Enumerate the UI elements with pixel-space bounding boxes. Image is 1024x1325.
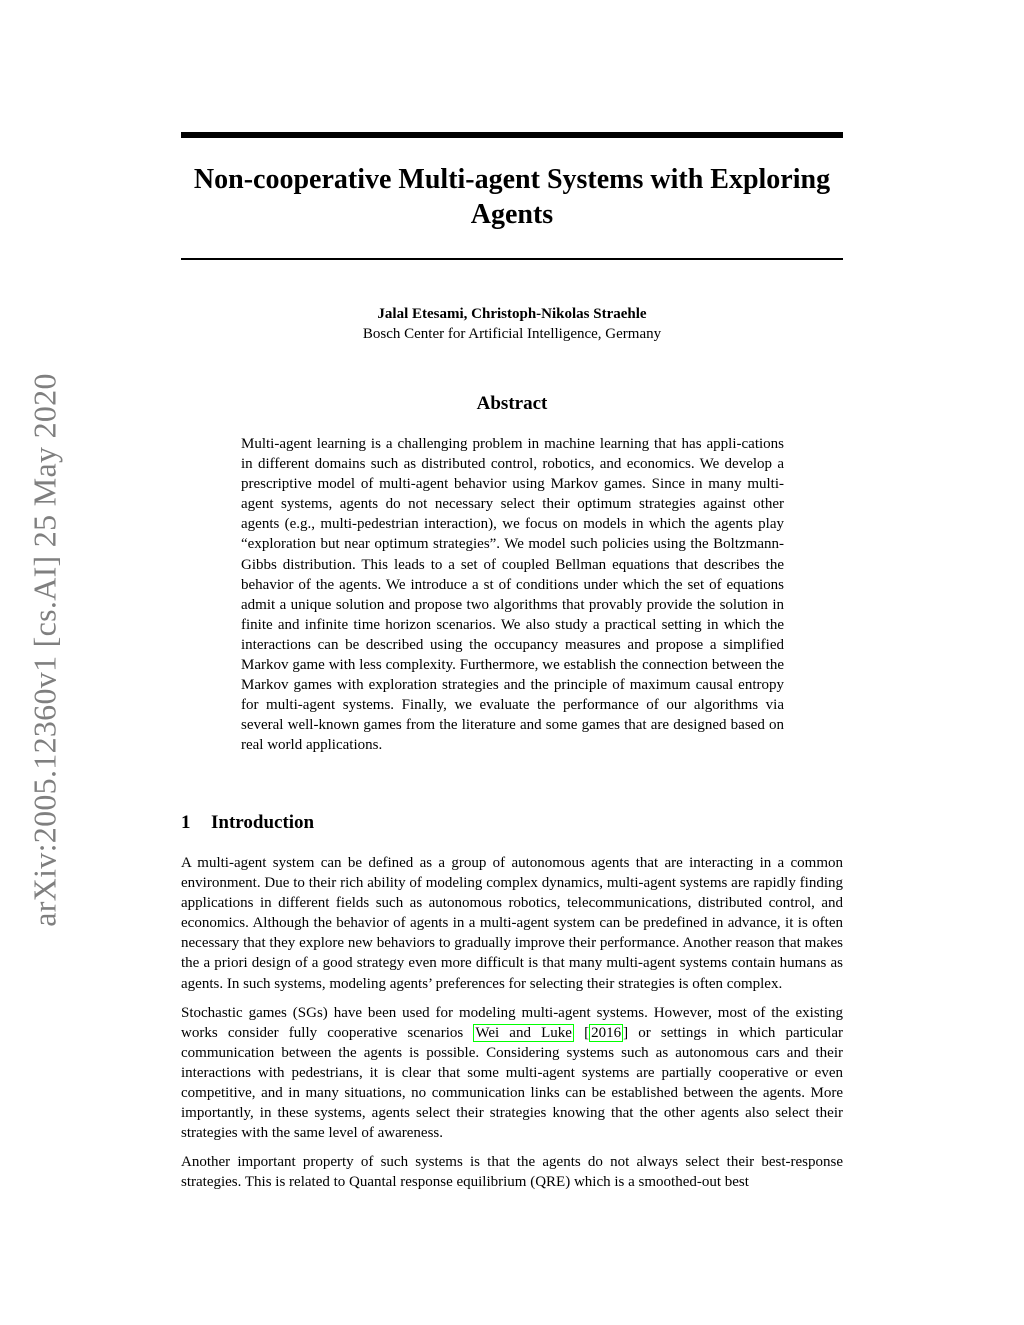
paragraph-2: [181, 1003, 843, 1144]
arxiv-identifier-text: arXiv:2005.12360v1 [cs.AI] 25 May 2020: [26, 373, 63, 927]
citation-year-link[interactable]: 2016: [591, 1024, 622, 1041]
paper-title: Non-cooperative Multi-agent Systems with Exploring Agents: [193, 164, 831, 230]
author-affiliation: Bosch Center for Artificial Intelligence, Germany: [362, 326, 662, 342]
title-bottom-rule: [181, 258, 843, 260]
citation-open-bracket: [: [573, 1024, 590, 1041]
citation-close-bracket: ]: [623, 1024, 629, 1041]
section-heading-introduction: [181, 811, 314, 835]
paragraph-2-text-before: Stochastic games (SGs) have been used for modeling multi-agent systems. However, most of the existing works consider fully cooperative scenarios: [181, 1004, 843, 1041]
author-block: [181, 304, 843, 344]
citation-authors-link[interactable]: Wei and Luke: [475, 1024, 572, 1041]
paragraph-1: A multi-agent system can be defined as a group of autonomous agents that are interacting in a common environment. Due to their rich ability of modeling complex dynamics, multi-agent systems are rapidly finding applications in different fields such as autonomous robotics, telecommunications, distributed control, and economics. Although the behavior of agents in a multi-agent system can be predefined in advance, it is often necessary that they explore new behaviors to gradually improve their performance. Another reason that makes the a priori design of a good strategy even more difficult is that many multi-agent systems contain humans as agents. In such systems, modeling agents’ preferences for selecting their strategies is often complex.: [181, 855, 843, 992]
section-number: 1: [181, 812, 191, 833]
author-names: Jalal Etesami, Christoph-Nikolas Straehle: [377, 306, 647, 322]
abstract-heading: Abstract: [476, 393, 548, 414]
paragraph-2-text-after: or settings in which particular communication between the agents is possible. Considering systems such as autonomous cars and their interactions with pedestrians, it is clear that some multi-agent systems are partially cooperative or even competitive, and in many situations, no communication links can be established between the agents. More importantly, in these systems, agents select their strategies knowing that the other agents also select their strategies with the same level of awareness.: [181, 1024, 843, 1142]
introduction-body: [181, 853, 843, 1202]
abstract-text: Multi-agent learning is a challenging problem in machine learning that has appli-cations in different domains such as distributed control, robotics, and economics. We develop a prescriptive model of multi-agent behavior using Markov games. Since in many multi-agent systems, agents do not necessary select their optimum strategies against other agents (e.g., multi-pedestrian interaction), we focus on models in which the agents play “exploration but near optimum strategies”. We model such policies using the Boltzmann-Gibbs distribution. This leads to a set of coupled Bellman equations that describes the behavior of the agents. We introduce a st of conditions under which the set of equations admit a unique solution and propose two algorithms that provably provide the solution in finite and infinite time horizon scenarios. We also study a practical setting in which the interactions can be described using the occupancy measures and propose a simplified Markov game with less complexity. Furthermore, we establish the connection between the Markov games with exploration strategies and the principle of maximum causal entropy for multi-agent systems. Finally, we evaluate the performance of our algorithms via several well-known games from the literature and some games that are designed based on real world applications.: [241, 436, 784, 754]
title-top-rule: [181, 132, 843, 138]
paragraph-3: Another important property of such systems is that the agents do not always select their best-response strategies. This is related to Quantal response equilibrium (QRE) which is a smoothed-out best: [181, 1154, 843, 1191]
section-title: Introduction: [211, 812, 315, 833]
arxiv-identifier: [26, 350, 63, 950]
